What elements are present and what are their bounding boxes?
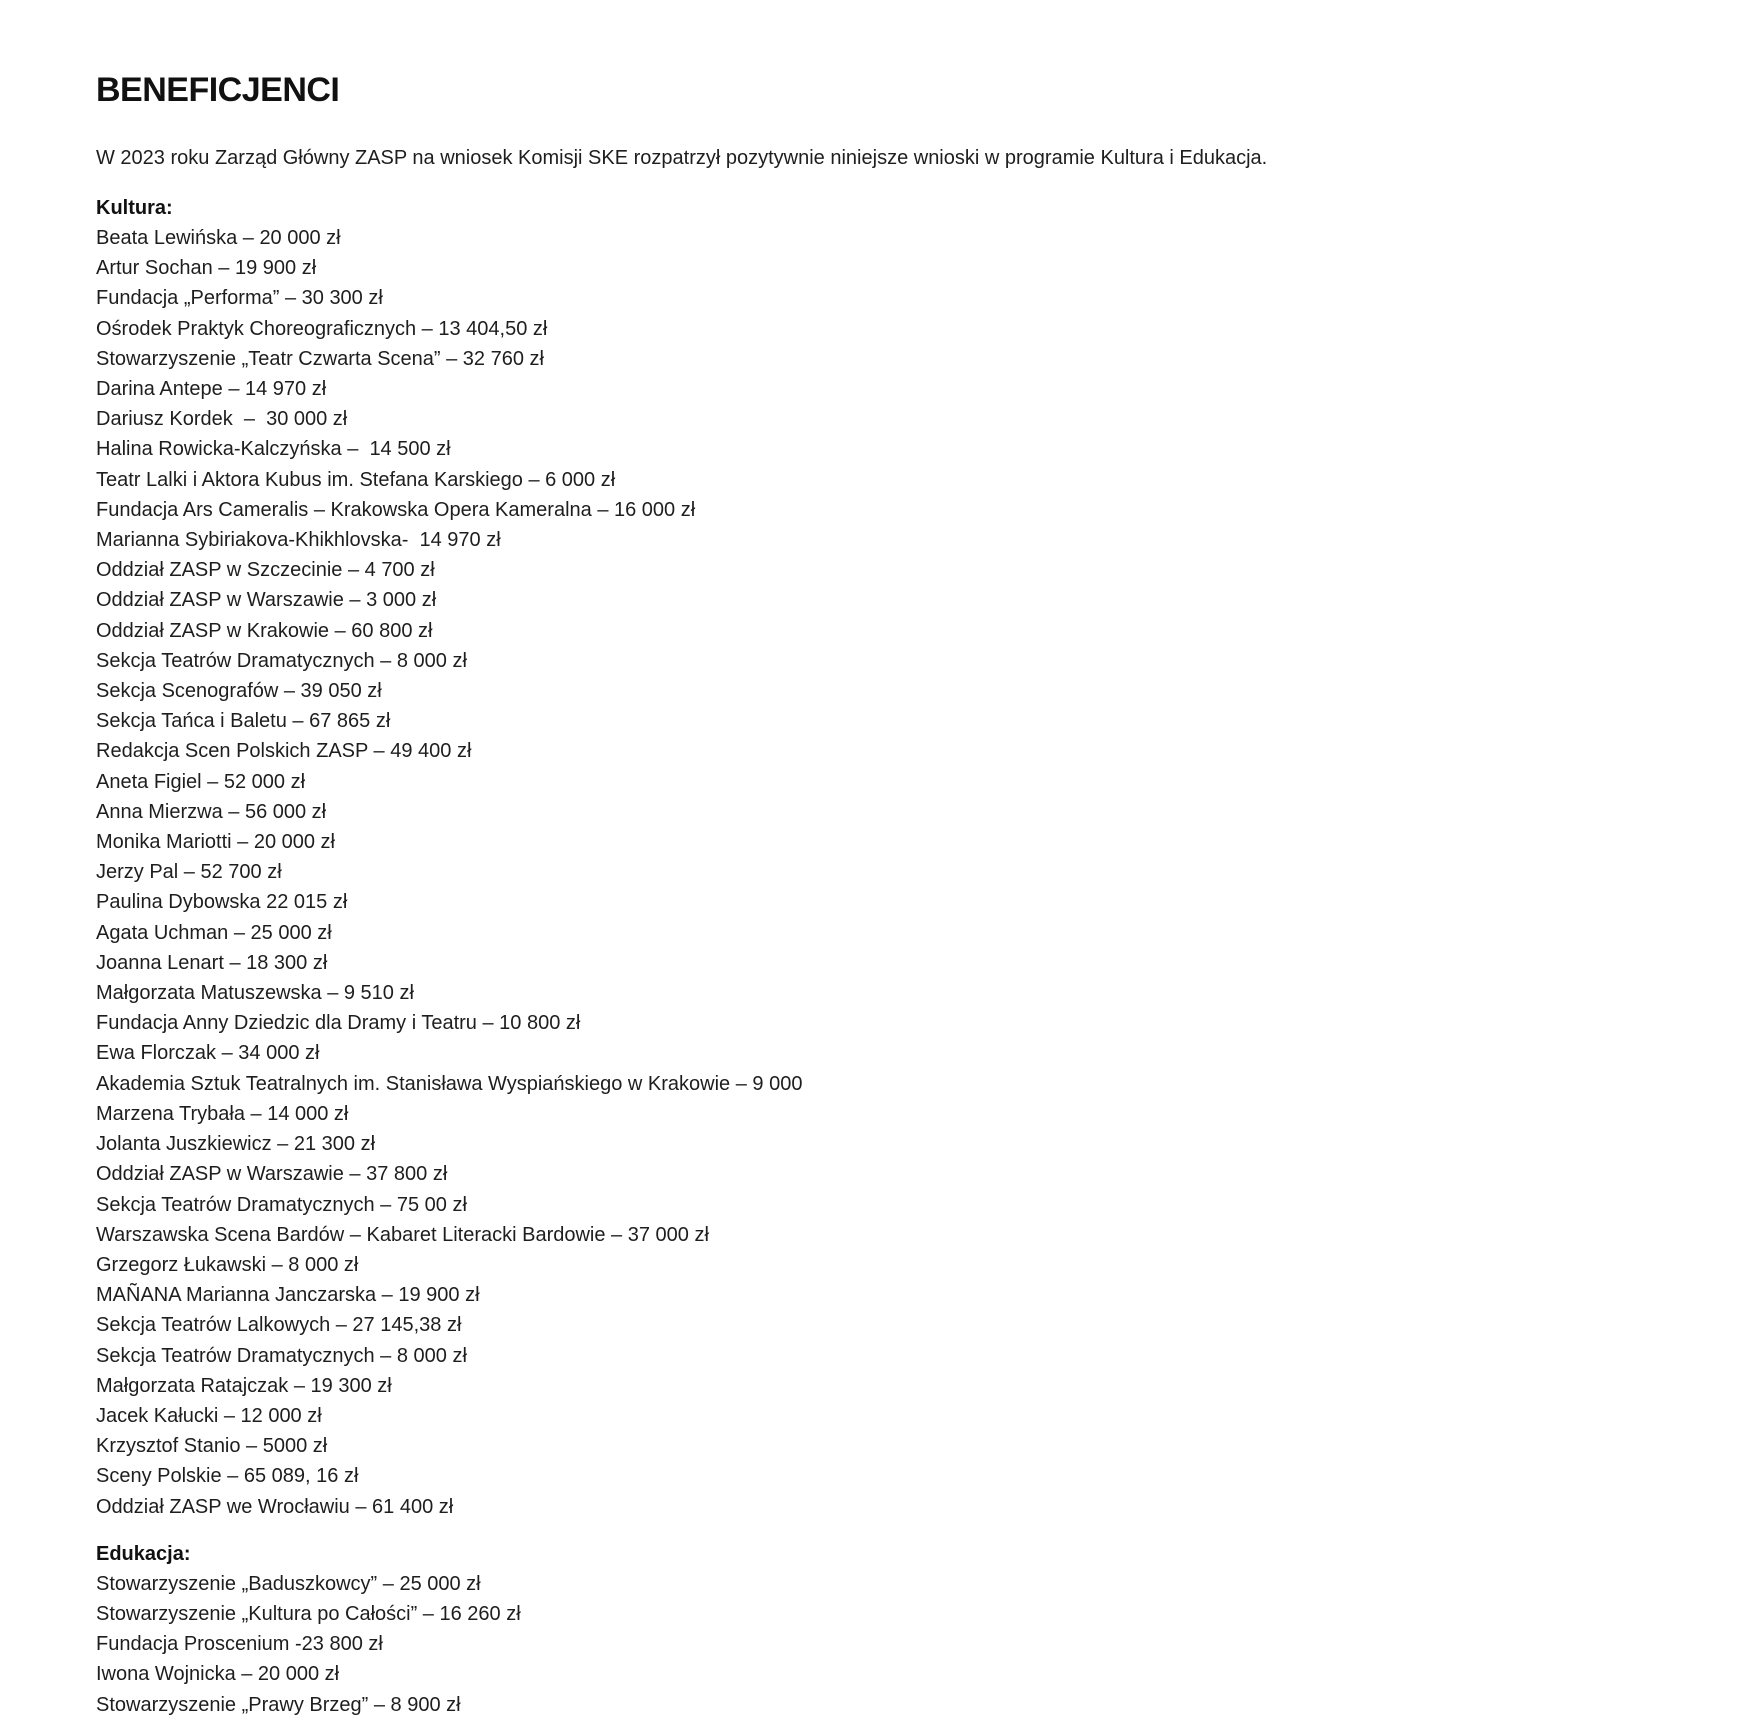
beneficiary-entry: Monika Mariotti – 20 000 zł (96, 831, 336, 854)
beneficiary-entry: Darina Antepe – 14 970 zł (96, 378, 327, 401)
beneficiary-entry: Warszawska Scena Bardów – Kabaret Literacki Bardowie – 37 000 zł (96, 1223, 709, 1246)
beneficiary-entry: MAÑANA Marianna Janczarska – 19 900 zł (96, 1284, 480, 1307)
beneficiary-entry: Stowarzyszenie „Baduszkowcy” – 25 000 zł (96, 1572, 481, 1595)
beneficiary-entry: Ewa Florczak – 34 000 zł (96, 1042, 320, 1065)
beneficiary-entry: Sekcja Teatrów Dramatycznych – 8 000 zł (96, 649, 467, 672)
beneficiary-entry: Akademia Sztuk Teatralnych im. Stanisława Wyspiańskiego w Krakowie – 9 000 (96, 1072, 803, 1095)
beneficiary-entry: Oddział ZASP w Krakowie – 60 800 zł (96, 619, 433, 642)
beneficiary-entry: Oddział ZASP w Warszawie – 37 800 zł (96, 1163, 448, 1186)
beneficiary-entry: Fundacja Ars Cameralis – Krakowska Opera Kameralna – 16 000 zł (96, 498, 696, 521)
beneficiary-entry: Marzena Trybała – 14 000 zł (96, 1102, 349, 1125)
beneficiary-entry: Halina Rowicka-Kalczyńska – 14 500 zł (96, 438, 451, 461)
beneficiary-entry: Beata Lewińska – 20 000 zł (96, 227, 341, 249)
beneficiary-entry: Teatr Lalki i Aktora Kubus im. Stefana Karskiego – 6 000 zł (96, 468, 616, 491)
beneficiary-entry: Marianna Sybiriakova-Khikhlovska- 14 970 zł (96, 529, 501, 552)
beneficiary-entry: Sekcja Teatrów Dramatycznych – 75 00 zł (96, 1193, 467, 1216)
beneficiary-entry: Sceny Polskie – 65 089, 16 zł (96, 1465, 359, 1488)
beneficiary-entry: Stowarzyszenie „Kultura po Całości” – 16 260 zł (96, 1602, 521, 1625)
beneficiary-entry: Sekcja Teatrów Lalkowych – 27 145,38 zł (96, 1314, 462, 1337)
intro-paragraph: W 2023 roku Zarząd Główny ZASP na wniosek Komisji SKE rozpatrzył pozytywnie niniejsze wnioski w programie Kultura i Edukacja. (96, 147, 1268, 169)
beneficiary-entry: Aneta Figiel – 52 000 zł (96, 770, 306, 793)
section-heading-edukacja: Edukacja: (96, 1542, 191, 1565)
beneficiary-entry: Stowarzyszenie „Teatr Czwarta Scena” – 32 760 zł (96, 347, 544, 370)
beneficiary-entry: Anna Mierzwa – 56 000 zł (96, 800, 327, 823)
beneficiary-entry: Grzegorz Łukawski – 8 000 zł (96, 1253, 359, 1276)
beneficiary-entry: Fundacja Anny Dziedzic dla Dramy i Teatru – 10 800 zł (96, 1012, 581, 1035)
beneficiary-entry: Fundacja „Performa” – 30 300 zł (96, 287, 383, 310)
beneficiary-entry: Dariusz Kordek – 30 000 zł (96, 408, 348, 431)
beneficiary-entry: Małgorzata Matuszewska – 9 510 zł (96, 982, 414, 1005)
beneficiary-entry: Jerzy Pal – 52 700 zł (96, 861, 282, 884)
beneficiary-list-kultura (96, 223, 1676, 1522)
beneficiary-entry: Krzysztof Stanio – 5000 zł (96, 1435, 328, 1458)
section-heading-kultura: Kultura: (96, 197, 173, 219)
section-edukacja (96, 1539, 1676, 1720)
beneficiary-entry: Jolanta Juszkiewicz – 21 300 zł (96, 1133, 376, 1156)
page-content (96, 62, 1676, 1720)
beneficiary-entry: Sekcja Scenografów – 39 050 zł (96, 680, 382, 703)
beneficiary-entry: Paulina Dybowska 22 015 zł (96, 891, 348, 914)
beneficiary-entry: Agata Uchman – 25 000 zł (96, 921, 332, 944)
beneficiary-entry: Stowarzyszenie „Prawy Brzeg” – 8 900 zł (96, 1693, 461, 1716)
page-title: BENEFICJENCI (96, 71, 340, 109)
beneficiary-entry: Iwona Wojnicka – 20 000 zł (96, 1663, 340, 1686)
beneficiary-entry: Sekcja Tańca i Baletu – 67 865 zł (96, 710, 391, 733)
beneficiary-entry: Sekcja Teatrów Dramatycznych – 8 000 zł (96, 1344, 467, 1367)
section-kultura (96, 193, 1676, 1522)
beneficiary-entry: Fundacja Proscenium -23 800 zł (96, 1633, 383, 1656)
beneficiary-entry: Oddział ZASP w Warszawie – 3 000 zł (96, 589, 437, 612)
beneficiary-entry: Małgorzata Ratajczak – 19 300 zł (96, 1374, 392, 1397)
beneficiary-list-edukacja (96, 1569, 1676, 1720)
beneficiary-entry: Redakcja Scen Polskich ZASP – 49 400 zł (96, 740, 472, 763)
beneficiary-entry: Joanna Lenart – 18 300 zł (96, 951, 328, 974)
beneficiary-entry: Oddział ZASP we Wrocławiu – 61 400 zł (96, 1495, 454, 1518)
beneficiary-entry: Artur Sochan – 19 900 zł (96, 257, 317, 280)
beneficiary-entry: Ośrodek Praktyk Choreograficznych – 13 404,50 zł (96, 317, 548, 340)
beneficiary-entry: Jacek Kałucki – 12 000 zł (96, 1404, 322, 1427)
beneficiary-entry: Oddział ZASP w Szczecinie – 4 700 zł (96, 559, 435, 582)
